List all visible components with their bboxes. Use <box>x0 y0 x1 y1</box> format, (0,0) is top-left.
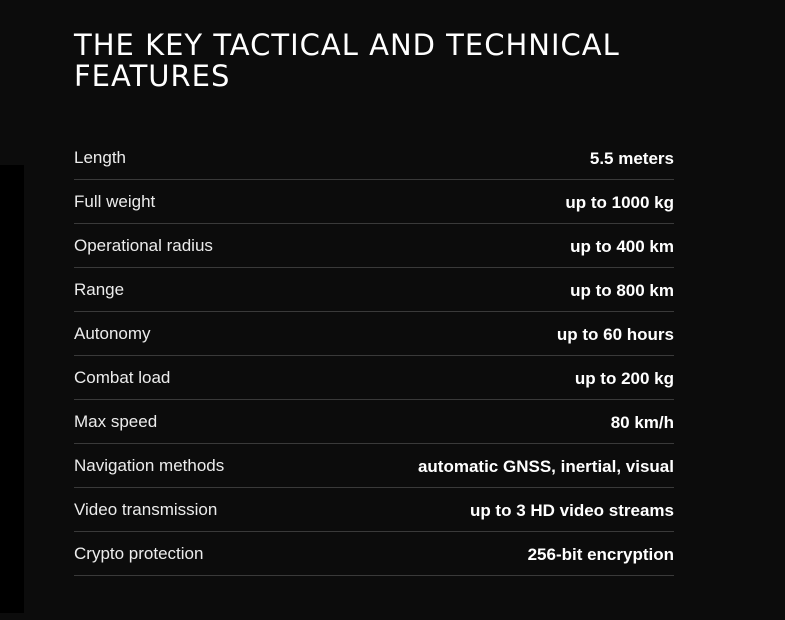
spec-row-crypto-protection <box>74 532 674 576</box>
spec-row-full-weight <box>74 180 674 224</box>
spec-label: Range <box>74 280 125 299</box>
spec-row-combat-load <box>74 356 674 400</box>
spec-row-navigation-methods <box>74 444 674 488</box>
spec-label: Full weight <box>74 192 156 211</box>
spec-value: up to 200 kg <box>574 368 674 388</box>
spec-value: 5.5 meters <box>589 148 674 168</box>
left-dark-panel <box>0 165 24 613</box>
spec-value: up to 60 hours <box>556 324 674 344</box>
spec-row-range <box>74 268 674 312</box>
spec-label: Max speed <box>74 412 158 431</box>
spec-row-length <box>74 136 674 180</box>
spec-value: up to 800 km <box>570 280 674 300</box>
spec-label: Video transmission <box>74 500 218 519</box>
spec-row-operational-radius <box>74 224 674 268</box>
spec-label: Autonomy <box>74 324 151 343</box>
spec-label: Operational radius <box>74 236 213 255</box>
spec-label: Length <box>74 148 126 167</box>
spec-value: up to 3 HD video streams <box>469 500 674 520</box>
page-title: THE KEY TACTICAL AND TECHNICAL FEATURES <box>74 28 620 93</box>
spec-value: 80 km/h <box>610 412 674 432</box>
spec-label: Navigation methods <box>74 456 225 475</box>
spec-row-autonomy <box>74 312 674 356</box>
spec-label: Combat load <box>74 368 171 387</box>
specs-table <box>74 136 674 576</box>
spec-value: up to 400 km <box>570 236 674 256</box>
spec-value: 256-bit encryption <box>527 544 674 564</box>
spec-row-max-speed <box>74 400 674 444</box>
spec-value: automatic GNSS, inertial, visual <box>417 456 674 476</box>
spec-label: Crypto protection <box>74 544 204 563</box>
spec-row-video-transmission <box>74 488 674 532</box>
spec-value: up to 1000 kg <box>565 192 674 212</box>
